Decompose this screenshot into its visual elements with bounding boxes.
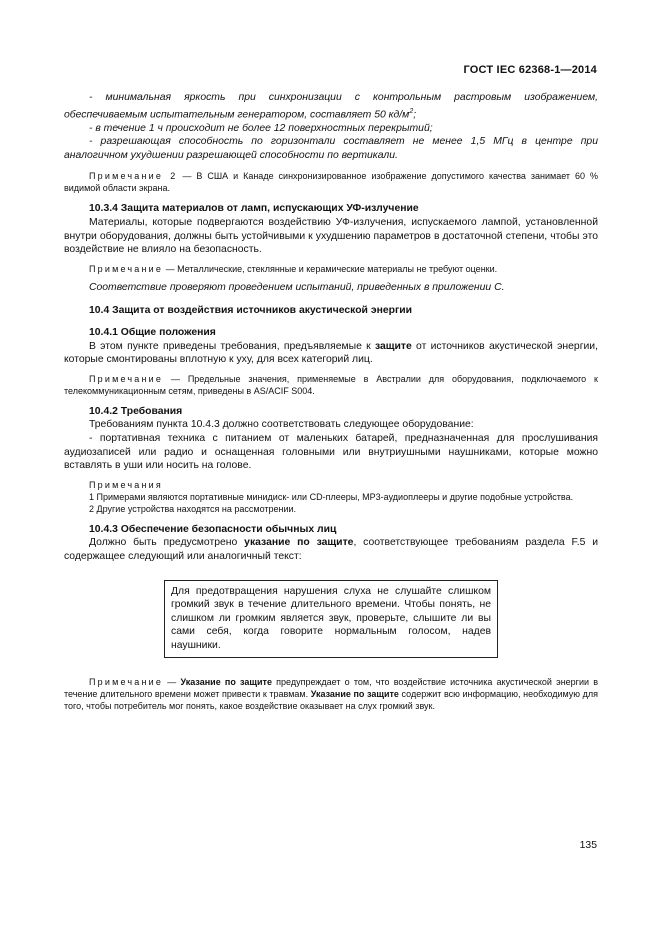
section-10-4-2-body-2: - портативная техника с питанием от маленьких батарей, предназначенная для прослушивания аудиозаписей или радио и оснащенная головными или внутриушными наушниками, которые можно вставлять в уши или носить на голове.: [64, 432, 598, 472]
section-10-3-4-title: 10.3.4 Защита материалов от ламп, испускающих УФ-излучение: [89, 203, 419, 215]
section-10-4-title: 10.4 Защита от воздействия источников акустической энергии: [89, 305, 413, 317]
bold-term: указание по защите: [244, 537, 354, 549]
intro-line-flashover: - в течение 1 ч происходит не более 12 поверхностных перекрытий;: [89, 122, 433, 134]
note-materials: [64, 263, 598, 275]
note-safety-instruction: [64, 676, 598, 712]
body-text: от источников акустической энергии, которые смонтированы вплотную к уху, для всех категорий лиц.: [64, 340, 598, 366]
intro-line-brightness-end: ;: [413, 109, 417, 121]
bold-term: защите: [374, 340, 412, 352]
page-header-standard: ГОСТ IEC 62368-1—2014: [463, 64, 597, 76]
note-2-usa: [64, 170, 598, 194]
body-text: В этом пункте приведены требования, предъявляемые к: [89, 340, 375, 352]
page-number: 135: [579, 840, 597, 851]
note-2-other-devices: 2 Другие устройства находятся на рассмотрении.: [89, 503, 297, 514]
compliance-statement: Соответствие проверяют проведением испытаний, приведенных в приложении С.: [89, 281, 505, 293]
note-label: Примечание: [89, 676, 164, 687]
note-1-players: 1 Примерами являются портативные минидиск- или CD-плееры, MP3-аудиоплееры и другие подобные устройства.: [89, 491, 574, 502]
intro-line-brightness-text: - минимальная яркость при синхронизации с контрольным растровым изображением, обеспечиваемым испытательным генератором, составляет 50 кд/м: [64, 92, 598, 121]
section-10-4-3-title: 10.4.3 Обеспечение безопасности обычных лиц: [89, 523, 337, 535]
note-text: — Предельные значения, применяемые в Австралии для оборудования, подключаемого к телекоммуникационным сетям, приведены в AS/ACIF S004.: [64, 373, 598, 396]
note-text: предупреждает о том, что воздействие источника акустической энергии в течение длительного времени может привести к травмам.: [64, 676, 598, 699]
intro-line-resolution: - разрешающая способность по горизонтали составляет не менее 1,5 МГц в центре при аналогичном ухудшении разрешающей способности по вертикали.: [64, 136, 598, 161]
intro-line-brightness: [64, 91, 598, 122]
note-label: Примечание: [89, 373, 164, 384]
note-text: — В США и Канаде синхронизированное изображение допустимого качества занимает 60 % видимой области экрана.: [64, 171, 598, 194]
section-10-4-2-body-1: Требованиям пункта 10.4.3 должно соответствовать следующее оборудование:: [89, 419, 474, 431]
section-10-4-1-body: [64, 340, 598, 367]
bold-term: Указание по защите: [310, 688, 399, 699]
section-10-4-3-body: [64, 536, 598, 563]
note-dash: —: [163, 676, 181, 687]
note-label: Примечание 2: [89, 171, 178, 182]
notes-label: [64, 479, 598, 491]
note-text: — Металлические, стеклянные и керамические материалы не требуют оценки.: [165, 263, 498, 274]
warning-box-wrapper: [64, 580, 598, 658]
body-text: , соответствующее требованиям раздела F.5 и содержащее следующий или аналогичный текст:: [64, 537, 599, 562]
note-label: Примечания: [89, 479, 163, 490]
note-label: Примечание: [89, 263, 164, 274]
note-text: содержит всю информацию, необходимую для того, чтобы потребитель мог понять, какое воздействие оказывает на слух громкий звук.: [64, 688, 598, 711]
body-text: Должно быть предусмотрено: [89, 537, 245, 549]
page-content: [64, 91, 598, 712]
hearing-warning-box: Для предотвращения нарушения слуха не слушайте слишком громкий звук в течение длительного времени. Чтобы понять, не слишком ли громким является звук, проверьте, слышите ли вы сами себя, когда говорите нормальным голосом, надев наушники.: [164, 580, 498, 658]
bold-term: Указание по защите: [180, 676, 272, 687]
section-10-3-4-body: Материалы, которые подвергаются воздействию УФ-излучения, испускаемого лампой, установленной внутри оборудования, должны быть устойчивыми к ухудшению параметров в достаточной степени, чтобы это воздействие не влияло на безопасность.: [64, 217, 598, 256]
superscript-2: 2: [409, 107, 414, 115]
section-10-4-2-title: 10.4.2 Требования: [89, 405, 183, 417]
note-australia: [64, 373, 598, 397]
section-10-4-1-title: 10.4.1 Общие положения: [89, 327, 216, 338]
